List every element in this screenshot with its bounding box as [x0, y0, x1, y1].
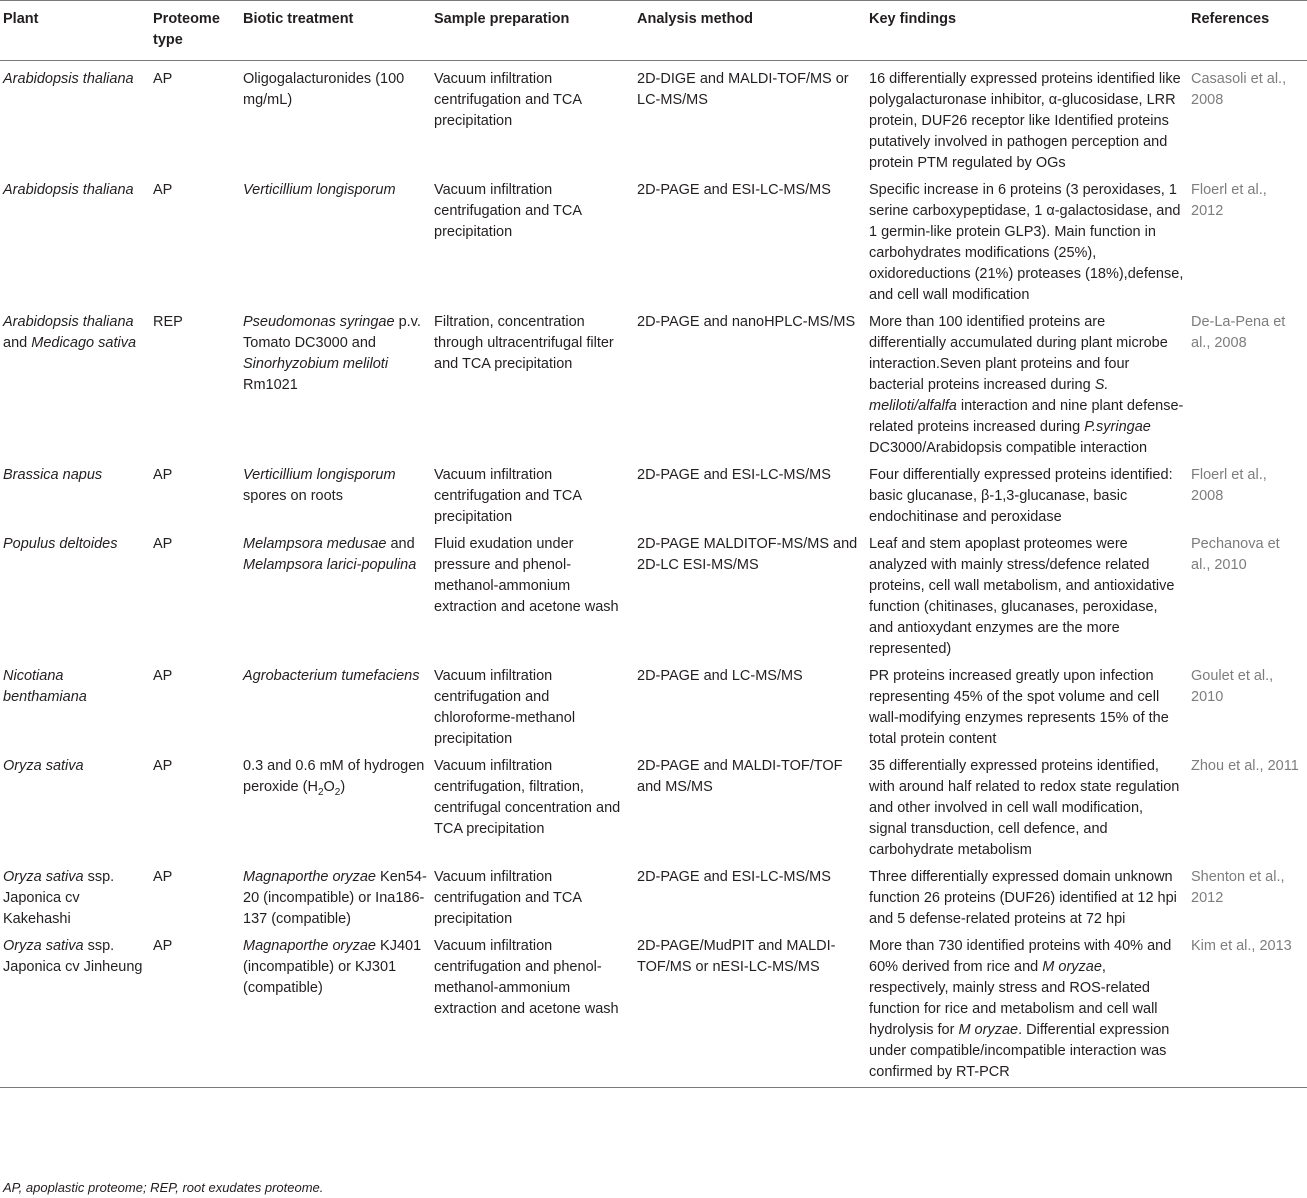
cell-reference: Kim et al., 2013 — [1188, 931, 1307, 1088]
table-row — [0, 862, 1307, 931]
cell-proteome-type: AP — [150, 931, 240, 1088]
cell-sample-preparation: Vacuum infiltration centrifugation and TCA precipitation — [434, 182, 582, 240]
treatment-organism-a: Melampsora medusae — [243, 536, 387, 552]
plant-variety: ssp. Japonica cv Kakehashi — [3, 869, 115, 927]
cell-analysis-method: 2D-PAGE/MudPIT and MALDI-TOF/MS or nESI-LC-MS/MS — [634, 931, 866, 1088]
cell-key-findings: Leaf and stem apoplast proteomes were analyzed with mainly stress/defence related proteins, cell wall metabolism, and antioxidative function (chitinases, glucanases, peroxidase, and antioxydant enzymes are the more represented) — [869, 536, 1175, 657]
table-row — [0, 460, 1307, 529]
cell-analysis-method: 2D-PAGE and nanoHPLC-MS/MS — [637, 314, 856, 330]
cell-key-findings: Specific increase in 6 proteins (3 peroxidases, 1 serine carboxypeptidase, 1 α-galactosidase, and 1 germin-like protein GLP3). Main function in carbohydrates modifications (25%), oxidoreductions (21%) proteases (18%),defense, and cell wall modification — [869, 182, 1184, 303]
cell-plant: Arabidopsis thaliana — [3, 182, 134, 198]
header-proteome-type: Proteome type — [150, 1, 240, 61]
findings-text-a: More than 730 identified proteins with 40% and 60% derived from rice and — [869, 938, 1172, 975]
cell-proteome-type: AP — [153, 467, 173, 483]
treatment-text-b: spores on roots — [243, 488, 343, 504]
subscript: 2 — [317, 786, 324, 798]
cell-analysis-method: 2D-PAGE MALDITOF-MS/MS and 2D-LC ESI-MS/MS — [637, 536, 858, 573]
cell-biotic-treatment — [240, 529, 431, 661]
cell-reference: Shenton et al., 2012 — [1191, 869, 1285, 906]
header-references: References — [1188, 1, 1307, 61]
cell-plant — [0, 862, 150, 931]
cell-analysis-method: 2D-PAGE and ESI-LC-MS/MS — [637, 467, 831, 483]
treatment-organism-c: Melampsora larici-populina — [243, 557, 417, 573]
findings-text-c: interaction and nine plant defense-related proteins increased during — [869, 398, 1184, 435]
treatment-text-d: Rm1021 — [243, 377, 298, 393]
header-key-findings: Key findings — [866, 1, 1188, 61]
plant-name-a: Arabidopsis thaliana — [3, 314, 134, 330]
cell-plant: Populus deltoides — [3, 536, 118, 552]
plant-name-a: Oryza sativa — [3, 869, 84, 885]
findings-text-e: DC3000/Arabidopsis compatible interaction — [869, 440, 1148, 456]
cell-reference: Zhou et al., 2011 — [1191, 758, 1299, 774]
cell-plant — [0, 307, 150, 460]
plant-name-b: Medicago sativa — [31, 335, 137, 351]
findings-organism-d: M oryzae — [958, 1022, 1019, 1038]
table-row — [0, 751, 1307, 862]
findings-text-e: . Differential expression under compatible/incompatible interaction was confirmed by RT-PCR — [869, 1022, 1170, 1080]
treatment-text-b: KJ401 (incompatible) or KJ301 (compatible) — [243, 938, 422, 996]
findings-organism-d: P.syringae — [1084, 419, 1151, 435]
cell-biotic-treatment — [240, 460, 431, 529]
cell-sample-preparation: Vacuum infiltration centrifugation and TCA precipitation — [434, 467, 582, 525]
cell-plant: Brassica napus — [3, 467, 103, 483]
header-sample-preparation: Sample preparation — [431, 1, 634, 61]
table-row — [0, 175, 1307, 307]
cell-plant: Arabidopsis thaliana — [3, 71, 134, 87]
cell-proteome-type: AP — [153, 182, 173, 198]
cell-reference: Casasoli et al., 2008 — [1191, 71, 1287, 108]
treatment-text-b: Ken54-20 (incompatible) or Ina186-137 (compatible) — [243, 869, 427, 927]
cell-proteome-type: AP — [153, 71, 173, 87]
cell-analysis-method: 2D-DIGE and MALDI-TOF/MS or LC-MS/MS — [637, 71, 849, 108]
cell-key-findings: Three differentially expressed domain unknown function 26 proteins (DUF26) identified at 12 hpi and 5 defense-related proteins at 72 hpi — [869, 869, 1177, 927]
treatment-text-b: p.v. Tomato DC3000 and — [243, 314, 421, 351]
plant-variety: ssp. Japonica cv Jinheung — [3, 938, 143, 975]
plant-name-a: Oryza sativa — [3, 938, 84, 954]
cell-plant — [0, 931, 150, 1088]
cell-analysis-method: 2D-PAGE and ESI-LC-MS/MS — [637, 869, 831, 885]
cell-key-findings: 35 differentially expressed proteins identified, with around half related to redox state regulation and other involved in cell wall modification, signal transduction, cell defence, and carbohydrate metabolism — [869, 758, 1180, 858]
cell-reference: Floerl et al., 2008 — [1191, 467, 1267, 504]
cell-reference: De-La-Pena et al., 2008 — [1191, 314, 1286, 351]
cell-plant: Oryza sativa — [3, 758, 84, 774]
treatment-organism-c: Sinorhyzobium meliloti — [243, 356, 389, 372]
table-row — [0, 307, 1307, 460]
cell-reference: Goulet et al., 2010 — [1191, 668, 1274, 705]
findings-text-a: More than 100 identified proteins are differentially accumulated during plant microbe interaction.Seven plant proteins and four bacterial proteins increased during — [869, 314, 1168, 393]
plant-conj: and — [3, 335, 32, 351]
cell-sample-preparation: Vacuum infiltration centrifugation and phenol-methanol-ammonium extraction and acetone wash — [431, 931, 634, 1088]
cell-biotic-treatment — [240, 931, 431, 1088]
treatment-text-b: O — [323, 779, 335, 795]
cell-proteome-type: REP — [153, 314, 183, 330]
cell-proteome-type: AP — [153, 668, 173, 684]
cell-sample-preparation: Vacuum infiltration centrifugation and chloroforme-methanol precipitation — [434, 668, 576, 747]
cell-sample-preparation: Vacuum infiltration centrifugation and TCA precipitation — [434, 869, 582, 927]
cell-analysis-method: 2D-PAGE and MALDI-TOF/TOF and MS/MS — [637, 758, 843, 795]
cell-reference: Pechanova et al., 2010 — [1191, 536, 1280, 573]
treatment-text-a: 0.3 and 0.6 mM of hydrogen peroxide (H — [243, 758, 425, 795]
header-row — [0, 1, 1307, 61]
cell-sample-preparation: Vacuum infiltration centrifugation and TCA precipitation — [434, 71, 582, 129]
cell-sample-preparation: Filtration, concentration through ultracentrifugal filter and TCA precipitation — [434, 314, 614, 372]
findings-organism-b: M oryzae — [1042, 959, 1102, 975]
cell-proteome-type: AP — [153, 869, 173, 885]
cell-key-findings: 16 differentially expressed proteins identified like polygalacturonase inhibitor, α-glucosidase, LRR protein, DUF26 receptor like Identified proteins putatively involved in pathogen perception and protein PTM regulated by OGs — [869, 71, 1181, 171]
treatment-organism-a: Magnaporthe oryzae — [243, 869, 376, 885]
header-biotic-treatment: Biotic treatment — [240, 1, 431, 61]
cell-sample-preparation: Fluid exudation under pressure and phenol-methanol-ammonium extraction and acetone wash — [434, 536, 619, 615]
table-footnote: AP, apoplastic proteome; REP, root exudates proteome. — [3, 1180, 324, 1195]
cell-key-findings: PR proteins increased greatly upon infection representing 45% of the spot volume and cell wall-modifying enzymes represents 15% of the total protein content — [869, 668, 1169, 747]
header-plant: Plant — [0, 1, 150, 61]
table-row — [0, 661, 1307, 751]
table-body — [0, 61, 1307, 1088]
cell-proteome-type: AP — [153, 536, 173, 552]
table-row — [0, 931, 1307, 1088]
cell-key-findings: Four differentially expressed proteins identified: basic glucanase, β-1,3-glucanase, basic endochitinase and peroxidase — [869, 467, 1173, 525]
cell-biotic-treatment: Verticillium longisporum — [243, 182, 396, 198]
treatment-organism-a: Magnaporthe oryzae — [243, 938, 376, 954]
findings-organism-b: S. meliloti/alfalfa — [869, 377, 1109, 414]
cell-biotic-treatment — [240, 307, 431, 460]
treatment-organism-a: Verticillium longisporum — [243, 467, 396, 483]
cell-proteome-type: AP — [153, 758, 173, 774]
table-row — [0, 529, 1307, 661]
table-row — [0, 61, 1307, 176]
cell-analysis-method: 2D-PAGE and ESI-LC-MS/MS — [637, 182, 831, 198]
cell-biotic-treatment: Oligogalacturonides (100 mg/mL) — [243, 71, 405, 108]
cell-biotic-treatment — [240, 862, 431, 931]
cell-sample-preparation: Vacuum infiltration centrifugation, filtration, centrifugal concentration and TCA precipitation — [434, 758, 621, 837]
findings-text-c: , respectively, mainly stress and ROS-related function for rice and metabolism and cell wall hydrolysis for — [869, 959, 1158, 1038]
subscript: 2 — [334, 786, 341, 798]
cell-reference: Floerl et al., 2012 — [1191, 182, 1267, 219]
cell-plant: Nicotiana benthamiana — [3, 668, 87, 705]
treatment-text-b: and — [386, 536, 415, 552]
treatment-text-c: ) — [340, 779, 346, 795]
cell-analysis-method: 2D-PAGE and LC-MS/MS — [637, 668, 803, 684]
cell-key-findings — [866, 307, 1188, 460]
table-header — [0, 1, 1307, 61]
treatment-organism-a: Pseudomonas syringae — [243, 314, 395, 330]
cell-key-findings — [866, 931, 1188, 1088]
cell-biotic-treatment — [240, 751, 431, 862]
cell-biotic-treatment: Agrobacterium tumefaciens — [243, 668, 420, 684]
header-analysis-method: Analysis method — [634, 1, 866, 61]
